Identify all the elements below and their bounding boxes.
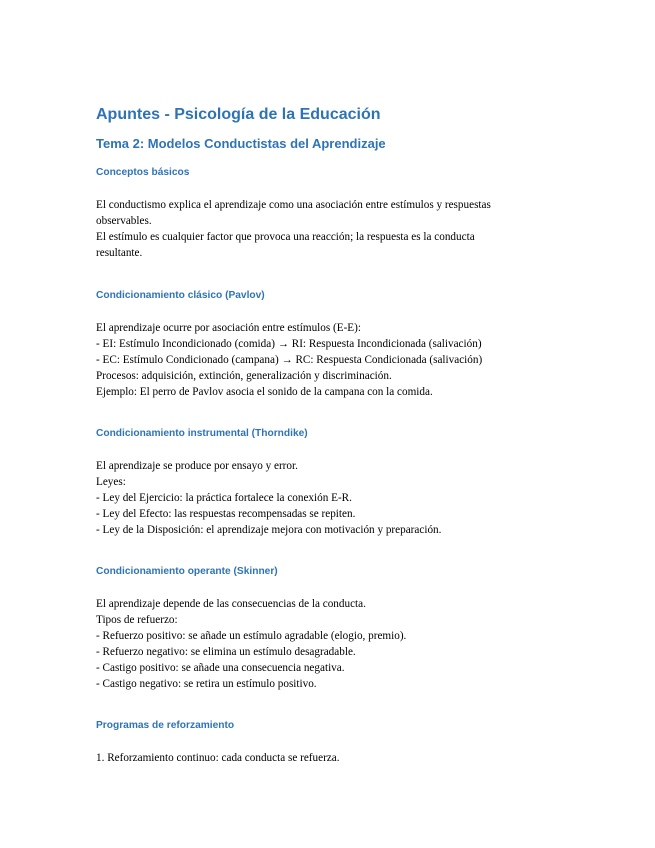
section-heading-condicionamiento-clasico: Condicionamiento clásico (Pavlov) [96, 290, 265, 301]
section-body-condicionamiento-instrumental [96, 458, 576, 538]
body-line: - Castigo positivo: se añade una consecuencia negativa. [96, 662, 345, 674]
body-line: Ejemplo: El perro de Pavlov asocia el sonido de la campana con la comida. [96, 386, 433, 398]
section-heading-programas-reforzamiento: Programas de reforzamiento [96, 720, 235, 731]
body-line: 1. Reforzamiento continuo: cada conducta se refuerza. [96, 752, 340, 764]
body-line: - EI: Estímulo Incondicionado (comida) → RI: Respuesta Incondicionada (salivación) [96, 338, 482, 350]
body-line: - EC: Estímulo Condicionado (campana) → RC: Respuesta Condicionada (salivación) [96, 354, 483, 366]
document-page [96, 104, 576, 766]
body-line: observables. [96, 215, 152, 227]
body-line: El aprendizaje se produce por ensayo y error. [96, 460, 298, 472]
section-body-condicionamiento-clasico [96, 320, 576, 400]
body-line: - Refuerzo negativo: se elimina un estímulo desagradable. [96, 646, 356, 658]
section-heading-condicionamiento-operante: Condicionamiento operante (Skinner) [96, 566, 278, 577]
body-line: - Ley del Efecto: las respuestas recompensadas se repiten. [96, 508, 356, 520]
body-line: Procesos: adquisición, extinción, generalización y discriminación. [96, 370, 392, 382]
body-line: - Ley de la Disposición: el aprendizaje mejora con motivación y preparación. [96, 524, 442, 536]
document-title: Apuntes - Psicología de la Educación [96, 106, 381, 123]
section-body-conceptos-basicos [96, 197, 576, 261]
body-line: El estímulo es cualquier factor que provoca una reacción; la respuesta es la conducta [96, 231, 475, 243]
body-line: Leyes: [96, 476, 126, 488]
section-body-programas-reforzamiento [96, 750, 576, 766]
document-subtitle: Tema 2: Modelos Conductistas del Aprendizaje [96, 136, 386, 151]
body-line: El aprendizaje ocurre por asociación entre estímulos (E-E): [96, 322, 361, 334]
body-line: El conductismo explica el aprendizaje como una asociación entre estímulos y respuestas [96, 199, 491, 211]
body-line: - Refuerzo positivo: se añade un estímulo agradable (elogio, premio). [96, 630, 407, 642]
body-line: Tipos de refuerzo: [96, 614, 178, 626]
body-line: resultante. [96, 247, 143, 259]
body-line: - Castigo negativo: se retira un estímulo positivo. [96, 678, 317, 690]
section-body-condicionamiento-operante [96, 596, 576, 692]
body-line: El aprendizaje depende de las consecuencias de la conducta. [96, 598, 366, 610]
section-heading-condicionamiento-instrumental: Condicionamiento instrumental (Thorndike) [96, 428, 308, 439]
body-line: - Ley del Ejercicio: la práctica fortalece la conexión E-R. [96, 492, 352, 504]
section-heading-conceptos-basicos: Conceptos básicos [96, 167, 190, 178]
